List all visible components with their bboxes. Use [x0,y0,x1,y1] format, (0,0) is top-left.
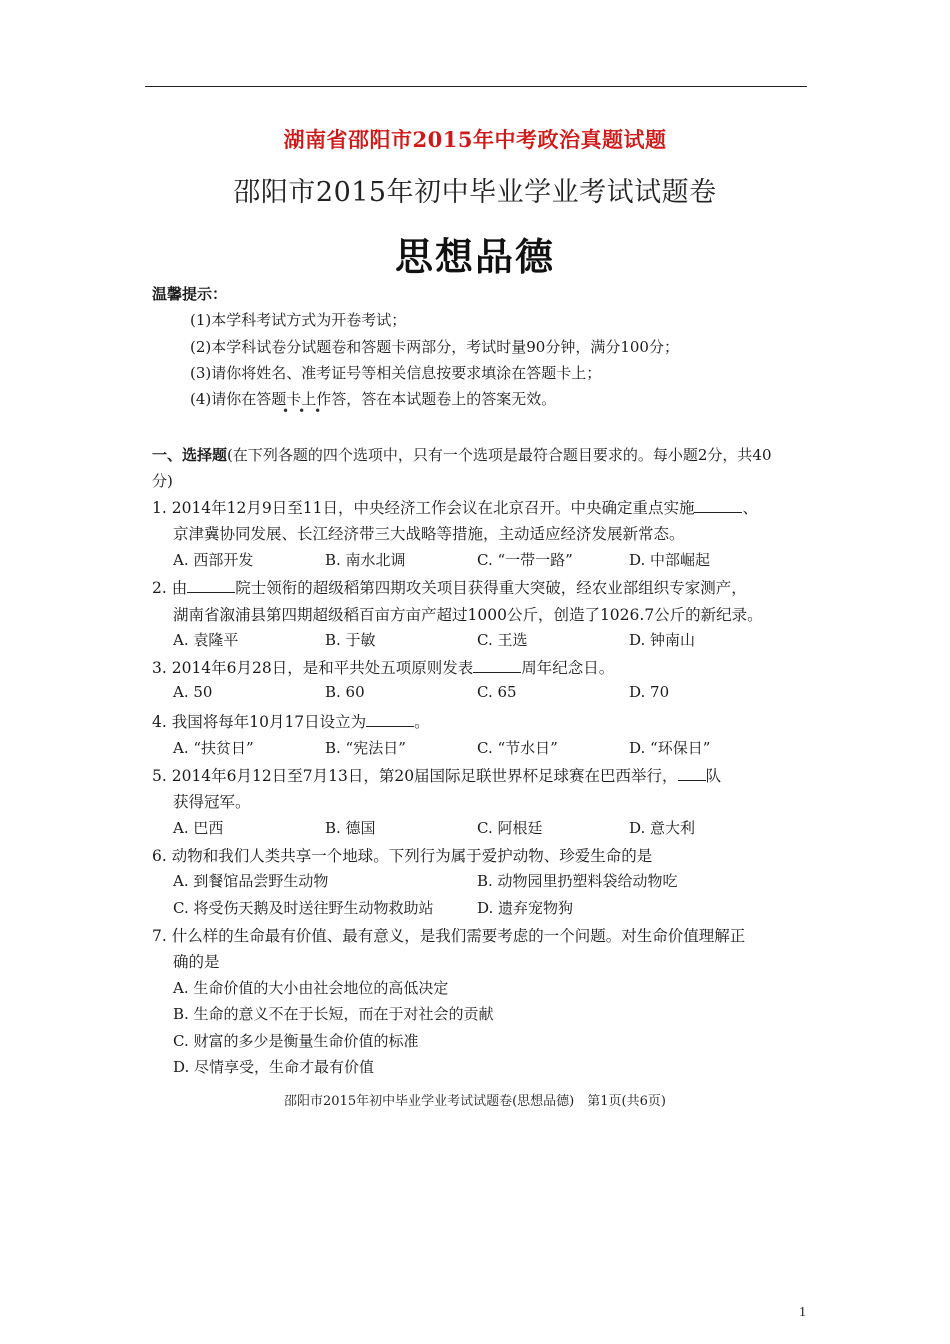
option: A. 50 [173,683,213,701]
option: A. “扶贫日” [173,739,254,757]
section-description: (在下列各题的四个选项中，只有一个选项是最符合题目要求的。每小题2分，共40分) [152,446,772,490]
option: D. “环保日” [629,739,711,757]
option: A. 西部开发 [173,551,254,569]
question-text: 2. 由 [152,579,188,597]
option: A. 袁隆平 [173,631,239,649]
question-3 [152,656,614,678]
option: C. 王选 [477,631,528,649]
question-5 [152,764,721,786]
question-2 [152,576,747,598]
document-title: 湖南省邵阳市2015年中考政治真题试题 [283,127,667,152]
question-text: 京津冀协同发展、长江经济带三大战略等措施，主动适应经济发展新常态。 [173,525,685,543]
question-6: 6. 动物和我们人类共享一个地球。下列行为属于爱护动物、珍爱生命的是 [152,847,653,865]
option: B. 于敏 [325,631,376,649]
question-text: 5. 2014年6月12日至7月13日，第20届国际足联世界杯足球赛在巴西举行， [152,767,678,785]
question-4 [152,710,430,732]
question-text: 1. 2014年12月9日至11日，中央经济工作会议在北京召开。中央确定重点实施 [152,499,695,517]
option: B. 生命的意义不在于长短，而在于对社会的贡献 [173,1005,494,1023]
question-text: 院士领衔的超级稻第四期攻关项目获得重大突破，经农业部组织专家测产， [235,579,747,597]
section-header [152,442,792,494]
answer-blank [187,580,235,593]
option: D. 意大利 [629,819,696,837]
question-text: 队 [705,767,722,785]
option: B. “宪法日” [325,739,406,757]
question-7: 7. 什么样的生命最有价值、最有意义，是我们需要考虑的一个问题。对生命价值理解正 [152,927,746,945]
option: C. 财富的多少是衡量生命价值的标准 [173,1032,419,1050]
tips-heading: 温馨提示： [152,285,228,303]
answer-blank [366,714,414,727]
option: A. 生命价值的大小由社会地位的高低决定 [173,979,449,997]
option: A. 到餐馆品尝野生动物 [173,872,329,890]
subject-title: 思想品德 [394,234,555,279]
option: D. 尽情享受，生命才最有价值 [173,1058,375,1076]
option: D. 中部崛起 [629,551,711,569]
question-text: 3. 2014年6月28日，是和平共处五项原则发表 [152,659,474,677]
question-text: 、 [742,499,758,517]
option: C. “一带一路” [477,551,573,569]
option: C. 阿根廷 [477,819,543,837]
question-1 [152,496,758,518]
option: D. 遗弃宠物狗 [477,899,574,917]
option: D. 钟南山 [629,631,696,649]
option: A. 巴西 [173,819,224,837]
exam-title: 邵阳市2015年初中毕业学业考试试题卷 [233,177,717,208]
answer-blank [694,500,742,513]
tip-item: (3)请你将姓名、准考证号等相关信息按要求填涂在答题卡上； [190,364,602,382]
emphasis-dots: ••• [282,404,331,418]
question-text: 确的是 [173,953,220,971]
option: C. 将受伤天鹅及时送往野生动物救助站 [173,899,434,917]
tip-item: (2)本学科试卷分试题卷和答题卡两部分，考试时量90分钟，满分100分； [190,338,679,356]
tip-item: (4)请你在答题卡上作答，答在本试题卷上的答案无效。 [190,390,557,408]
option: D. 70 [629,683,670,701]
option: B. 德国 [325,819,376,837]
tip-item: (1)本学科考试方式为开卷考试； [190,311,407,329]
answer-blank [473,660,521,673]
section-heading: 一、选择题 [152,446,228,464]
top-rule [145,86,807,87]
question-text: 湖南省溆浦县第四期超级稻百亩方亩产超过1000公斤，创造了1026.7公斤的新纪录。 [173,606,763,624]
answer-blank [678,768,706,781]
question-text: 。 [414,713,430,731]
question-text: 获得冠军。 [173,793,251,811]
option: C. “节水日” [477,739,558,757]
option: B. 动物园里扔塑料袋给动物吃 [477,872,678,890]
option: C. 65 [477,683,517,701]
question-text: 4. 我国将每年10月17日设立为 [152,713,367,731]
option: B. 南水北调 [325,551,406,569]
page-footer: 邵阳市2015年初中毕业学业考试试题卷(思想品德) 第1页(共6页) [284,1094,666,1109]
option: B. 60 [325,683,365,701]
page-number: 1 [799,1305,806,1320]
question-text: 周年纪念日。 [521,659,615,677]
